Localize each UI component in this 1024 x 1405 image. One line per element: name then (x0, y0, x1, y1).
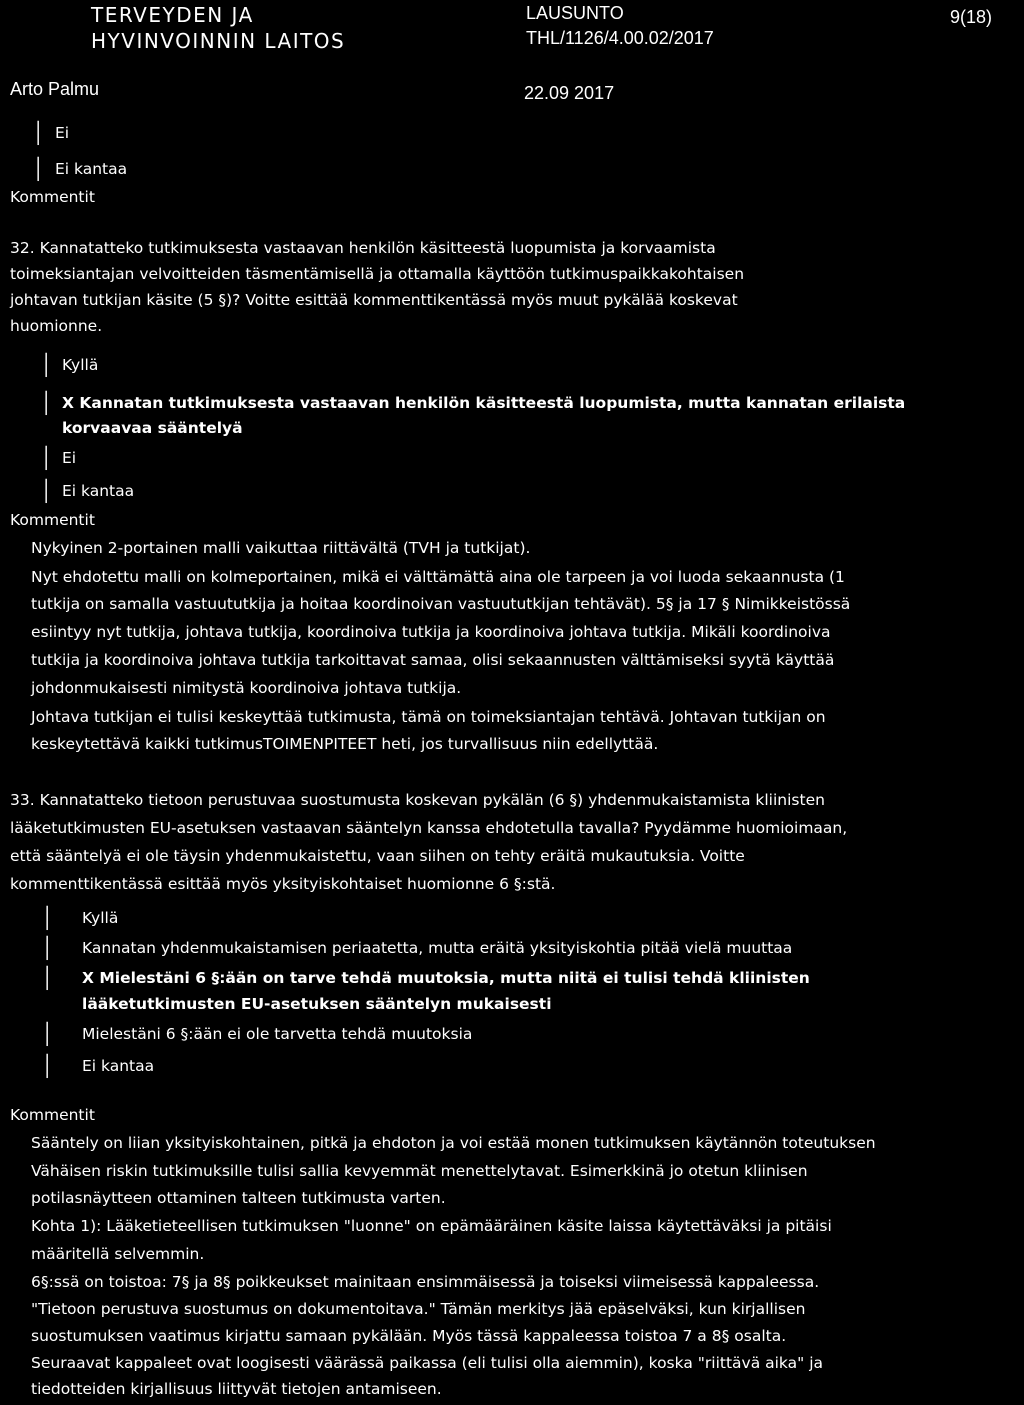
question-32-text: toimeksiantajan velvoitteiden täsmentämisellä ja ottamalla käyttöön tutkimuspaikkakohtaisen (10, 265, 745, 283)
option-label: Ei (55, 124, 70, 142)
checkbox-icon[interactable]: │ (40, 1055, 55, 1077)
document-reference: THL/1126/4.00.02/2017 (526, 28, 714, 48)
document-date: 22.09 2017 (524, 83, 615, 103)
comment-text: keskeytettävä kaikki tutkimusTOIMENPITEET heti, jos turvallisuus niin edellyttää. (31, 735, 659, 753)
checkbox-icon[interactable]: │ (40, 937, 55, 959)
question-33-text: että sääntelyä ei ole täysin yhdenmukaistettu, vaan siihen on tehty eräitä mukautuksia. Voitte (10, 847, 745, 865)
comment-text: "Tietoon perustuva suostumus on dokumentoitava." Tämän merkitys jää epäselväksi, kun kirjallisen (31, 1300, 806, 1318)
comment-text: tiedotteiden kirjallisuus liittyvät tietojen antamiseen. (31, 1380, 442, 1398)
question-32-text: johtavan tutkijan käsite (5 §)? Voitte esittää kommenttikentässä myös muut pykälää koskevat (10, 291, 738, 309)
option-label: Mielestäni 6 §:ään ei ole tarvetta tehdä muutoksia (82, 1025, 473, 1043)
comment-text: Kohta 1): Lääketieteellisen tutkimuksen "luonne" on epämääräinen käsite laissa käytettäväksi ja pitäisi (31, 1217, 832, 1235)
comment-text: tutkija ja koordinoiva johtava tutkija tarkoittavat samaa, olisi sekaannusten välttämiseksi syytä käyttää (31, 651, 835, 669)
document-type: LAUSUNTO (526, 3, 624, 23)
comment-label: Kommentit (10, 1106, 95, 1124)
comment-text: esiintyy nyt tutkija, johtava tutkija, koordinoiva tutkija ja koordinoiva johtava tutkija. Mikäli koordinoiva (31, 623, 831, 641)
comment-text: suostumuksen vaatimus kirjattu samaan pykälään. Myös tässä kappaleessa toistoa 7 a 8§ osalta. (31, 1327, 787, 1345)
option-label-selected: X Kannatan tutkimuksesta vastaavan henkilön käsitteestä luopumista, mutta kannatan erilaista (62, 394, 906, 412)
question-32-text: huomionne. (10, 317, 103, 335)
org-name-line2: HYVINVOINNIN LAITOS (91, 29, 346, 53)
comment-text: Nykyinen 2-portainen malli vaikuttaa riittävältä (TVH ja tutkijat). (31, 539, 531, 557)
question-33-text: 33. Kannatatteko tietoon perustuvaa suostumusta koskevan pykälän (6 §) yhdenmukaistamista kliinisten (10, 791, 825, 809)
org-name-line1: TERVEYDEN JA (91, 3, 254, 27)
comment-text: johdonmukaisesti nimitystä koordinoiva johtava tutkija. (31, 679, 462, 697)
comment-text: Seuraavat kappaleet ovat loogisesti väärässä paikassa (eli tulisi olla aiemmin), koska "riittävä aika" ja (31, 1354, 823, 1372)
option-label: Ei kantaa (55, 160, 128, 178)
option-label: Kyllä (82, 909, 119, 927)
comment-text: 6§:ssä on toistoa: 7§ ja 8§ poikkeukset mainitaan ensimmäisessä ja toiseksi viimeisessä kappaleessa. (31, 1273, 820, 1291)
checkbox-icon[interactable]: │ (39, 480, 54, 502)
comment-text: potilasnäytteen ottaminen talteen tutkimusta varten. (31, 1189, 446, 1207)
checkbox-icon[interactable]: │ (39, 392, 54, 414)
checkbox-icon[interactable]: │ (40, 1023, 55, 1045)
checkbox-icon[interactable]: │ (40, 907, 55, 929)
option-label: Kannatan yhdenmukaistamisen periaatetta, mutta eräitä yksityiskohtia pitää vielä muuttaa (82, 939, 793, 957)
option-label: Ei kantaa (82, 1057, 155, 1075)
checkbox-icon[interactable]: │ (39, 354, 54, 376)
comment-text: Nyt ehdotettu malli on kolmeportainen, mikä ei välttämättä aina ole tarpeen ja voi luoda sekaannusta (1 (31, 568, 845, 586)
page-number: 9(18) (950, 7, 993, 27)
question-33-text: kommenttikentässä esittää myös yksityiskohtaiset huomionne 6 §:stä. (10, 875, 556, 893)
comment-text: Johtava tutkijan ei tulisi keskeyttää tutkimusta, tämä on toimeksiantajan tehtävä. Johtavan tutkijan on (31, 708, 826, 726)
question-32-text: 32. Kannatatteko tutkimuksesta vastaavan henkilön käsitteestä luopumista ja korvaamista (10, 239, 716, 257)
question-33-text: lääketutkimusten EU-asetuksen vastaavan sääntelyn kanssa ehdotetulla tavalla? Pyydämme huomioimaan, (10, 819, 848, 837)
comment-label: Kommentit (10, 188, 95, 206)
option-label-selected: lääketutkimusten EU-asetuksen sääntelyn mukaisesti (82, 995, 552, 1013)
option-label: Ei (62, 449, 77, 467)
checkbox-icon[interactable]: │ (39, 447, 54, 469)
option-label-selected: korvaavaa sääntelyä (62, 419, 243, 437)
checkbox-icon[interactable]: │ (31, 122, 46, 144)
author-name: Arto Palmu (10, 79, 100, 99)
comment-text: Sääntely on liian yksityiskohtainen, pitkä ja ehdoton ja voi estää monen tutkimuksen käytännön toteutuksen (31, 1134, 876, 1152)
comment-text: Vähäisen riskin tutkimuksille tulisi sallia kevyemmät menettelytavat. Esimerkkinä jo otetun kliinisen (31, 1162, 808, 1180)
comment-label: Kommentit (10, 511, 95, 529)
option-label-selected: X Mielestäni 6 §:ään on tarve tehdä muutoksia, mutta niitä ei tulisi tehdä kliinisten (82, 969, 810, 987)
comment-text: määritellä selvemmin. (31, 1245, 205, 1263)
option-label: Kyllä (62, 356, 99, 374)
option-label: Ei kantaa (62, 482, 135, 500)
checkbox-icon[interactable]: │ (40, 967, 55, 989)
comment-text: tutkija on samalla vastuututkija ja hoitaa koordinoivan vastuututkijan tehtävät). 5§ ja 17 § Nimikkeistössä (31, 595, 851, 613)
checkbox-icon[interactable]: │ (31, 158, 46, 180)
